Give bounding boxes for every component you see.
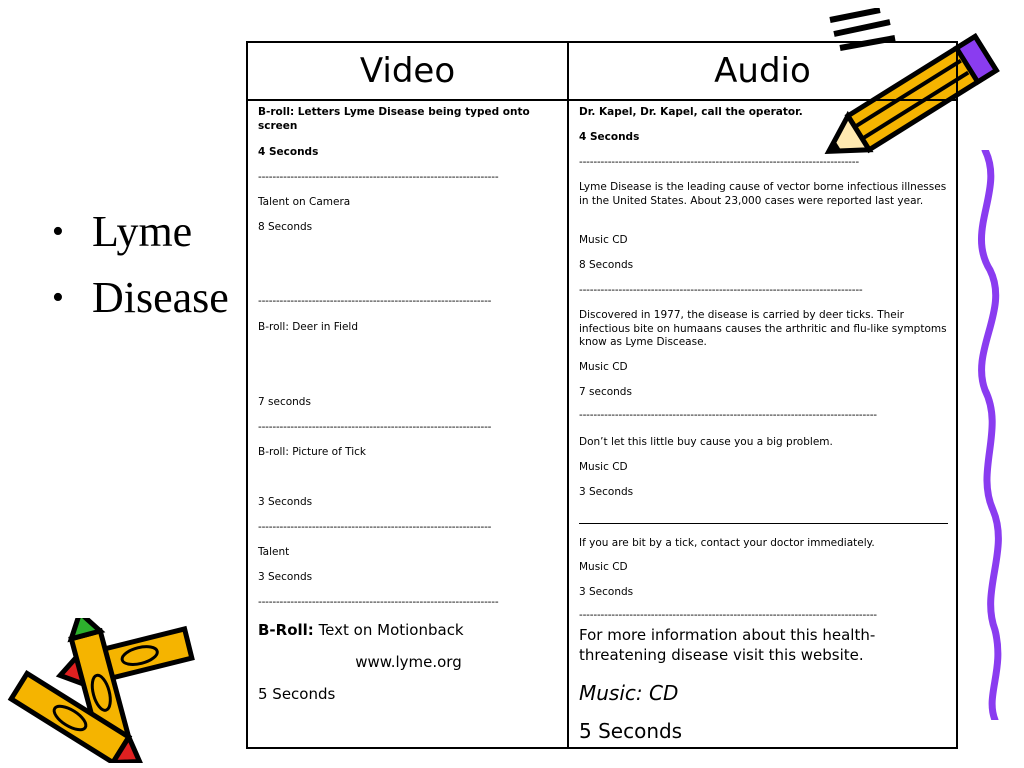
video-duration-2: 8 Seconds: [258, 221, 313, 233]
bullet-item: • Lyme: [52, 204, 229, 270]
audio-column: [569, 101, 956, 747]
audio-line-2: Lyme Disease is the leading cause of vector borne infectious illnesses in the United States. About 23,000 cases were reported last year.: [579, 181, 947, 207]
audio-line-4: Don’t let this little buy cause you a big problem.: [579, 436, 833, 448]
broll-label: B-Roll:: [258, 621, 314, 639]
video-duration-4: 3 Seconds: [258, 496, 313, 508]
audio-duration-1: 4 Seconds: [579, 131, 640, 143]
video-shot-1: B-roll: Letters Lyme Disease being typed onto screen: [258, 106, 530, 132]
audio-duration-6: 5 Seconds: [579, 719, 683, 743]
video-shot-5: Talent: [258, 546, 290, 558]
squiggle-line-icon: [955, 150, 1015, 720]
audio-music-5: Music: CD: [579, 681, 679, 705]
audio-line-1: Dr. Kapel, Dr. Kapel, call the operator.: [579, 106, 803, 118]
video-divider: -------------------------------------------------------------------: [258, 171, 499, 183]
video-column-header: Video: [248, 43, 569, 101]
audio-music-1: Music CD: [579, 234, 628, 246]
audio-duration-4: 3 Seconds: [579, 486, 634, 498]
video-shot-6: [258, 620, 559, 640]
audio-column-header: Audio: [569, 43, 956, 101]
audio-divider: -----------------------------------------------------------------------------------: [579, 409, 877, 421]
website-url: www.lyme.org: [355, 653, 462, 671]
audio-line-6: For more information about this health-threatening disease visit this website.: [579, 626, 876, 664]
audio-line-3: Discovered in 1977, the disease is carried by deer ticks. Their infectious bite on humaans causes the arthritic and flu-like symptoms know as Lyme Discease.: [579, 309, 947, 348]
audio-divider: [579, 523, 948, 524]
bullet-item: • Disease: [52, 270, 229, 336]
video-divider: -----------------------------------------------------------------: [258, 421, 492, 433]
script-table: [246, 41, 958, 749]
video-column: [248, 101, 569, 747]
video-divider: -----------------------------------------------------------------: [258, 295, 492, 307]
audio-duration-2: 8 Seconds: [579, 259, 634, 271]
broll-text: Text on Motionback: [313, 621, 464, 639]
audio-music-4: Music CD: [579, 561, 628, 573]
video-duration-5: 3 Seconds: [258, 571, 313, 583]
audio-line-5: If you are bit by a tick, contact your doctor immediately.: [579, 537, 875, 549]
video-divider: -------------------------------------------------------------------: [258, 596, 499, 608]
audio-divider: ------------------------------------------------------------------------------: [579, 156, 859, 168]
audio-music-2: Music CD: [579, 361, 628, 373]
crayons-icon: [0, 618, 210, 763]
video-shot-4: B-roll: Picture of Tick: [258, 446, 366, 458]
audio-music-3: Music CD: [579, 461, 628, 473]
video-duration-1: 4 Seconds: [258, 146, 319, 158]
video-duration-6: 5 Seconds: [258, 685, 336, 703]
video-shot-3: B-roll: Deer in Field: [258, 321, 359, 333]
audio-divider: -------------------------------------------------------------------------------: [579, 284, 863, 296]
audio-duration-5: 3 Seconds: [579, 586, 634, 598]
video-shot-2: Talent on Camera: [258, 196, 351, 208]
video-divider: -----------------------------------------------------------------: [258, 521, 492, 533]
audio-duration-3: 7 seconds: [579, 386, 632, 398]
video-duration-3: 7 seconds: [258, 396, 311, 408]
audio-divider: -----------------------------------------------------------------------------------: [579, 609, 877, 621]
bullet-list: [52, 204, 229, 336]
